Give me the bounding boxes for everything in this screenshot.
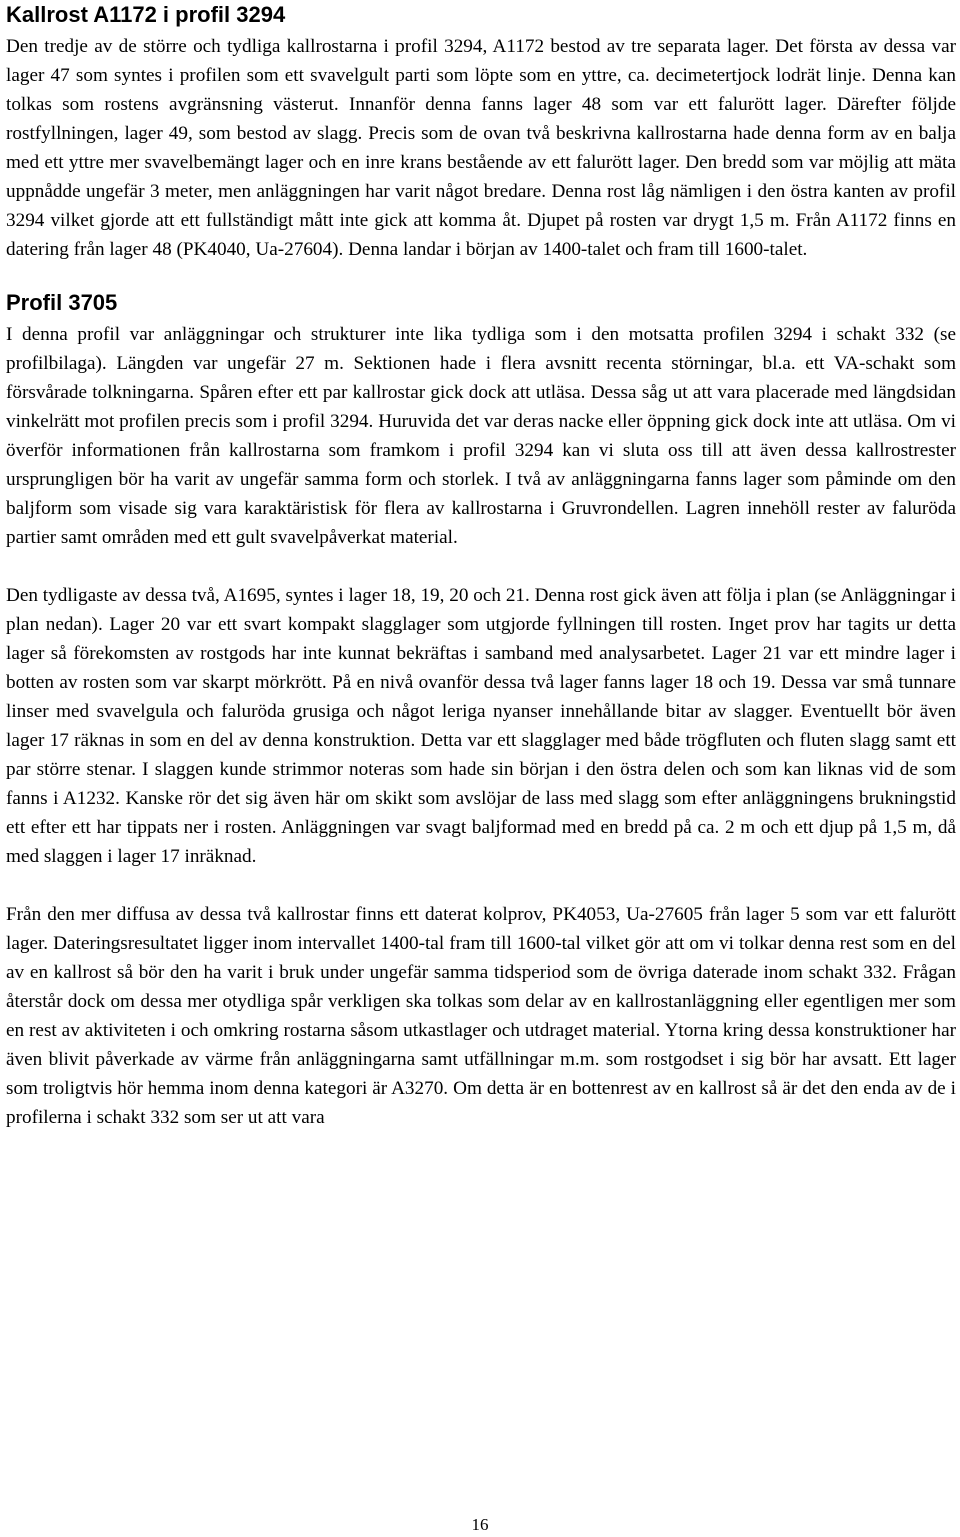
- section-heading-profil-3705: Profil 3705: [6, 290, 118, 315]
- section-heading-kallrost-a1172: Kallrost A1172 i profil 3294: [6, 2, 286, 27]
- paragraph-diffuse-kallrost: Från den mer diffusa av dessa två kallrostar finns ett daterat kolprov, PK4053, Ua-27605 från lager 5 som var ett falurött lager. Dateringsresultatet ligger inom intervallet 1400-tal fram till 1600-tal vilket gör att om vi tolkar denna rest som en del av en kallrost så bör den ha varit i bruk under ungefär samma tidsperiod som de övriga daterade inom schakt 332. Frågan återstår dock om dessa mer otydliga spår verkligen ska tolkas som delar av en kallrostanläggning eller egentligen mer som en rest av aktiviteten i och omkring rostarna såsom utkastlager och utdraget material. Ytorna kring dessa konstruktioner har även blivit påverkade av värme från anläggningarna samt utfällningar m.m. som rostgodset i sig bör har avsatt. Ett lager som troligtvis hör hemma inom denna kategori är A3270. Om detta är en bottenrest av en kallrost så är det den enda av de i profilerna i schakt 332 som ser ut att vara: [6, 904, 956, 1128]
- document-page: [6, 0, 956, 1132]
- paragraph-kallrost-a1172: Den tredje av de större och tydliga kallrostarna i profil 3294, A1172 bestod av tre separata lager. Det första av dessa var lager 47 som syntes i profilen som ett svavelgult parti som löpte som en yttre, ca. decimetertjock lodrät linje. Denna kan tolkas som rostens avgränsning västerut. Innanför denna fanns lager 48 som var ett falurött lager. Därefter följde rostfyllningen, lager 49, som bestod av slagg. Precis som de ovan två beskrivna kallrostarna hade denna form av en balja med ett yttre mer svavelbemängt lager och en inre krans bestående av ett falurött lager. Den bredd som var möjlig att mäta uppnådde ungefär 3 meter, men anläggningen har varit något bredare. Denna rost låg nämligen i den östra kanten av profil 3294 vilket gjorde att ett fullständigt mått inte gick att komma åt. Djupet på rosten var drygt 1,5 m. Från A1172 finns en datering från lager 48 (PK4040, Ua-27604). Denna landar i början av 1400-talet och fram till 1600-talet.: [6, 36, 956, 260]
- page-number: 16: [471, 1515, 489, 1534]
- paragraph-a1695: Den tydligaste av dessa två, A1695, syntes i lager 18, 19, 20 och 21. Denna rost gick även att följa i plan (se Anläggningar i plan nedan). Lager 20 var ett svart kompakt slagglager som utgjorde fyllningen till rosten. Inget prov har tagits ur detta lager så förekomsten av rostgods har inte kunnat bekräftas i samband med analysarbetet. Lager 21 var ett mindre lager i botten av rosten som var skarpt mörkrött. På en nivå ovanför dessa två lager fanns lager 18 och 19. Dessa var små tunnare linser med svavelgula och faluröda grusiga och något leriga nyanser innehållande bitar av slagger. Eventuellt bör även lager 17 räknas in som en del av denna konstruktion. Detta var ett slagglager med både trögfluten och fluten slagg samt ett par större stenar. I slaggen kunde strimmor noteras som hade sin början i den östra delen och som kan liknas vid de som fanns i A1232. Kanske rör det sig även här om skikt som avslöjar de lass med slagg som efter anläggningens brukningstid ett efter ett har tippats ner i rosten. Anläggningen var svagt baljformad med en bredd på ca. 2 m och ett djup på 1,5 m, då med slaggen i lager 17 inräknad.: [6, 585, 956, 867]
- paragraph-profil-3705-intro: I denna profil var anläggningar och strukturer inte lika tydliga som i den motsatta profilen 3294 i schakt 332 (se profilbilaga). Längden var ungefär 27 m. Sektionen hade i flera avsnitt recenta störningar, bl.a. ett VA-schakt som försvårade tolkningarna. Spåren efter ett par kallrostar gick dock att utläsa. Dessa såg ut att vara placerade med längdsidan vinkelrätt mot profilen precis som i profil 3294. Huruvida det var deras nacke eller öppning gick dock inte att utläsa. Om vi överför informationen från kallrostarna som framkom i profil 3294 kan vi sluta oss till att även dessa kallrostrester ursprungligen bör ha varit av ungefär samma form och storlek. I två av anläggningarna fanns lager som påminde om den baljform som visade sig vara karaktäristisk för flera av kallrostarna i Gruvrondellen. Lagren innehöll rester av faluröda partier samt områden med ett gult svavelpåverkat material.: [6, 324, 956, 548]
